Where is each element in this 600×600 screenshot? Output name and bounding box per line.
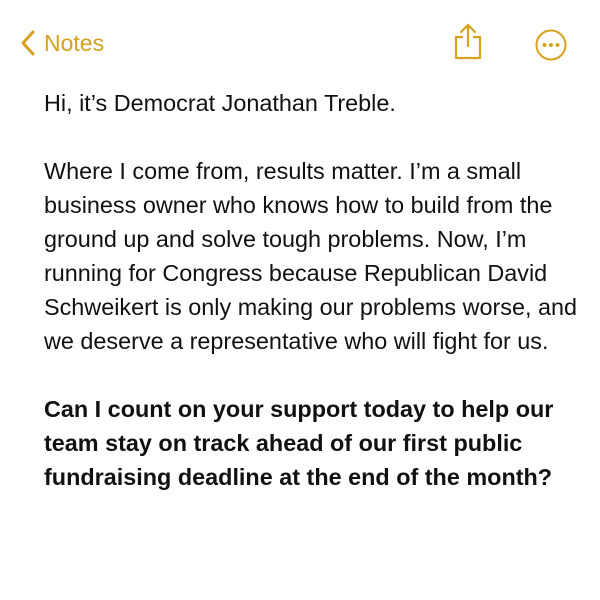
back-label: Notes <box>44 29 105 56</box>
note-ask: Can I count on your support today to help our team stay on track ahead of our first public fundraising deadline at the end of the month? <box>44 396 554 490</box>
back-button[interactable] <box>20 26 104 60</box>
note-greeting: Hi, it’s Democrat Jonathan Treble. <box>44 90 396 116</box>
more-icon <box>534 49 568 66</box>
note-body[interactable] <box>44 86 584 494</box>
chevron-left-icon <box>20 29 36 57</box>
navigation-bar <box>0 0 600 90</box>
share-icon <box>452 49 484 66</box>
share-button[interactable] <box>452 22 484 62</box>
more-button[interactable] <box>534 28 568 62</box>
note-paragraph: Where I come from, results matter. I’m a small business owner who knows how to build from the ground up and solve tough problems. Now, I’m running for Congress because Republican David Schweikert is only making our problems worse, and we deserve a representative who will fight for us. <box>44 158 578 354</box>
